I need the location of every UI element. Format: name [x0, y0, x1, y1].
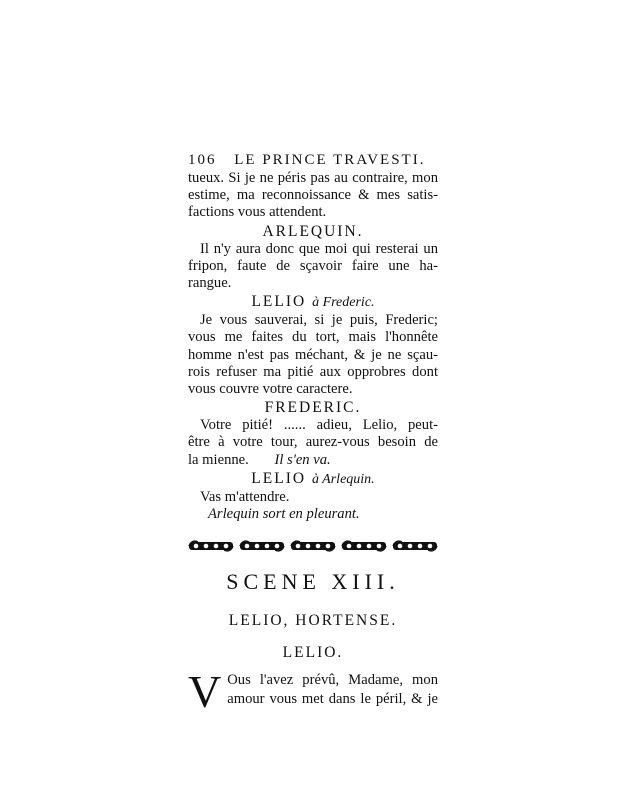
speech-frederic: [188, 398, 438, 469]
text-line: Ous l'avez prévû, Madame, mon: [227, 672, 438, 689]
text-line: Je vous sauverai, si je puis, Frederic;: [200, 312, 438, 329]
ornament-band: [188, 537, 438, 555]
speaker-name: ARLEQUIN.: [262, 222, 364, 240]
book-page: [188, 150, 438, 718]
continuation-text: [188, 170, 438, 222]
speaker-name: FREDERIC.: [264, 399, 362, 417]
scene-title: SCENE XIII.: [226, 569, 400, 595]
drop-cap: V: [188, 666, 222, 718]
page-number: 106: [188, 152, 217, 168]
scene-characters: LELIO, HORTENSE.: [228, 612, 398, 630]
fleuron-icon: [392, 539, 438, 553]
speech-lelio-to-frederic: [188, 292, 438, 398]
speaker-name: LELIO: [251, 293, 307, 311]
text-fragment: la mienne.: [188, 451, 249, 468]
text-line: estime, ma reconnoissance & mes satis-: [188, 187, 438, 204]
text-line: fripon, faute de sçavoir faire une ha-: [188, 257, 438, 274]
fleuron-icon: [188, 539, 234, 553]
text-line: Votre pitié! ...... adieu, Lelio, peut-: [200, 417, 438, 434]
text-line: homme n'est pas méchant, & je ne sçau-: [188, 346, 438, 363]
text-line: vous couvre votre caractere.: [188, 381, 353, 398]
text-line: rangue.: [188, 275, 232, 292]
speech-arlequin: [188, 222, 438, 293]
speaker-direction: à Frederic.: [312, 295, 375, 311]
speaker-heading: [188, 292, 438, 312]
text-line: factions vous attendent.: [188, 204, 327, 221]
scene-opening-paragraph: [188, 666, 438, 718]
fleuron-icon: [290, 539, 336, 553]
text-line: amour vous met dans le péril, & je: [227, 691, 438, 708]
text-line: Il n'y aura donc que moi qui resterai un: [200, 240, 438, 257]
stage-direction: Arlequin sort en pleurant.: [208, 506, 360, 523]
running-title: LE PRINCE TRAVESTI.: [234, 152, 426, 168]
text-line-with-exit: [188, 452, 438, 469]
text-line: vous me faites du tort, mais l'honnête: [188, 329, 438, 346]
text-line: tueux. Si je ne péris pas au contraire, mon: [188, 170, 438, 186]
speaker-name: LELIO.: [282, 644, 344, 662]
speaker-name: LELIO: [251, 469, 307, 487]
speech-lelio-to-arlequin: [188, 469, 438, 523]
text-line: être à votre tour, aurez-vous besoin de: [188, 434, 438, 451]
stage-direction: Il s'en va.: [274, 451, 331, 468]
text-line: rois refuser ma pitié aux opprobres dont: [188, 363, 438, 380]
speaker-direction: à Arlequin.: [311, 471, 375, 487]
text-line: Vas m'attendre.: [200, 488, 290, 505]
speaker-heading: [188, 469, 438, 489]
fleuron-icon: [239, 539, 285, 553]
fleuron-icon: [341, 539, 387, 553]
running-header: [188, 150, 438, 170]
